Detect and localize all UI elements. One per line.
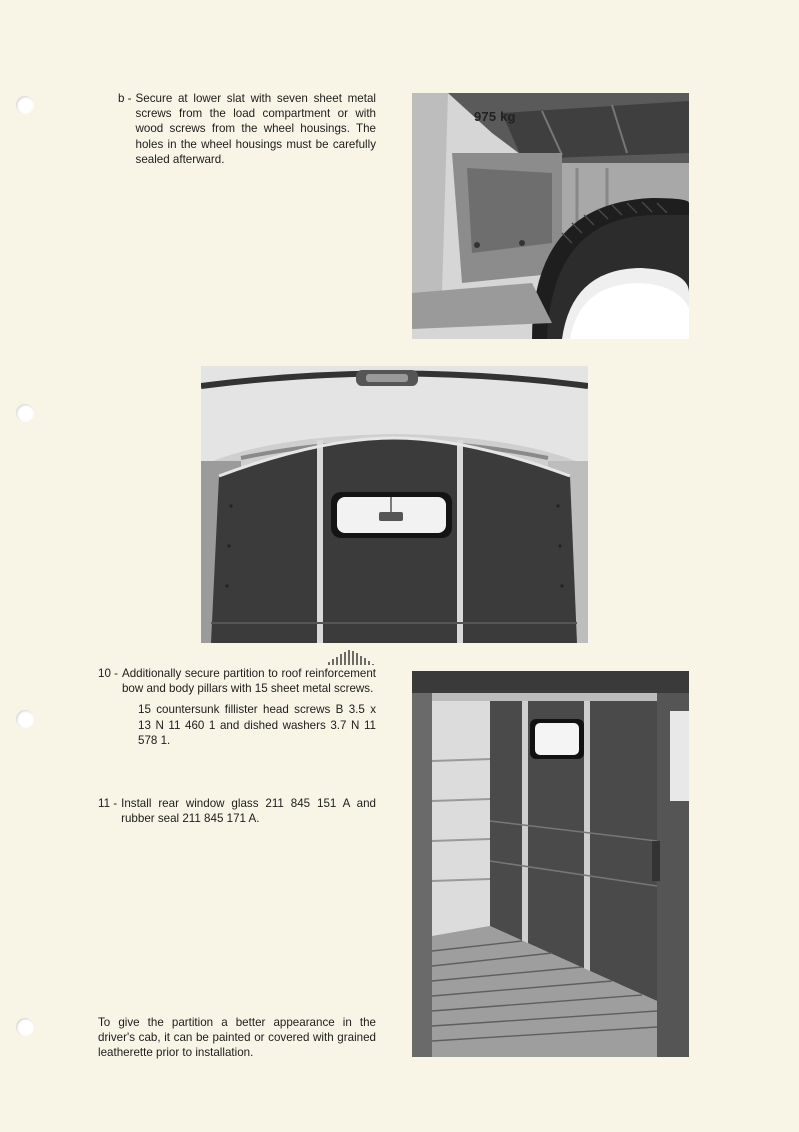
edge-hatch-mark	[325, 649, 375, 665]
step-10-parts: 15 countersunk fillister head screws B 3.5 x 13 N 11 460 1 and dished washers 3.7 N 11 578 1.	[138, 703, 376, 747]
binder-hole-4	[16, 1018, 34, 1036]
step-10-number: 10 -	[98, 667, 118, 680]
load-compartment-image	[412, 671, 689, 1057]
step-10	[98, 666, 376, 748]
binder-hole-2	[16, 404, 34, 422]
step-11	[98, 796, 376, 826]
step-b-label: b -	[118, 92, 132, 105]
photo-load-compartment	[412, 671, 689, 1057]
step-b	[118, 91, 376, 167]
binder-hole-3	[16, 710, 34, 728]
partition-image	[201, 366, 588, 643]
photo-partition-window	[201, 366, 588, 643]
note-text: To give the partition a better appearance in the driver's cab, it can be painted or covered with grained leatherette prior to installation.	[98, 1016, 376, 1060]
step-10-text: Additionally secure partition to roof reinforcement bow and body pillars with 15 sheet metal screws.	[121, 667, 376, 696]
step-11-number: 11 -	[98, 797, 118, 810]
wheel-housing-image	[412, 93, 689, 339]
binder-hole-1	[16, 96, 34, 114]
photo-wheel-housing	[412, 93, 689, 339]
step-b-text: Secure at lower slat with seven sheet metal screws from the load compartment or with wood screws from the wheel housings. The holes in the wheel housings must be carefully sealed afterward.	[135, 92, 376, 166]
step-11-text: Install rear window glass 211 845 151 A and rubber seal 211 845 171 A.	[121, 797, 376, 826]
load-capacity-label: 975 kg	[474, 109, 516, 124]
